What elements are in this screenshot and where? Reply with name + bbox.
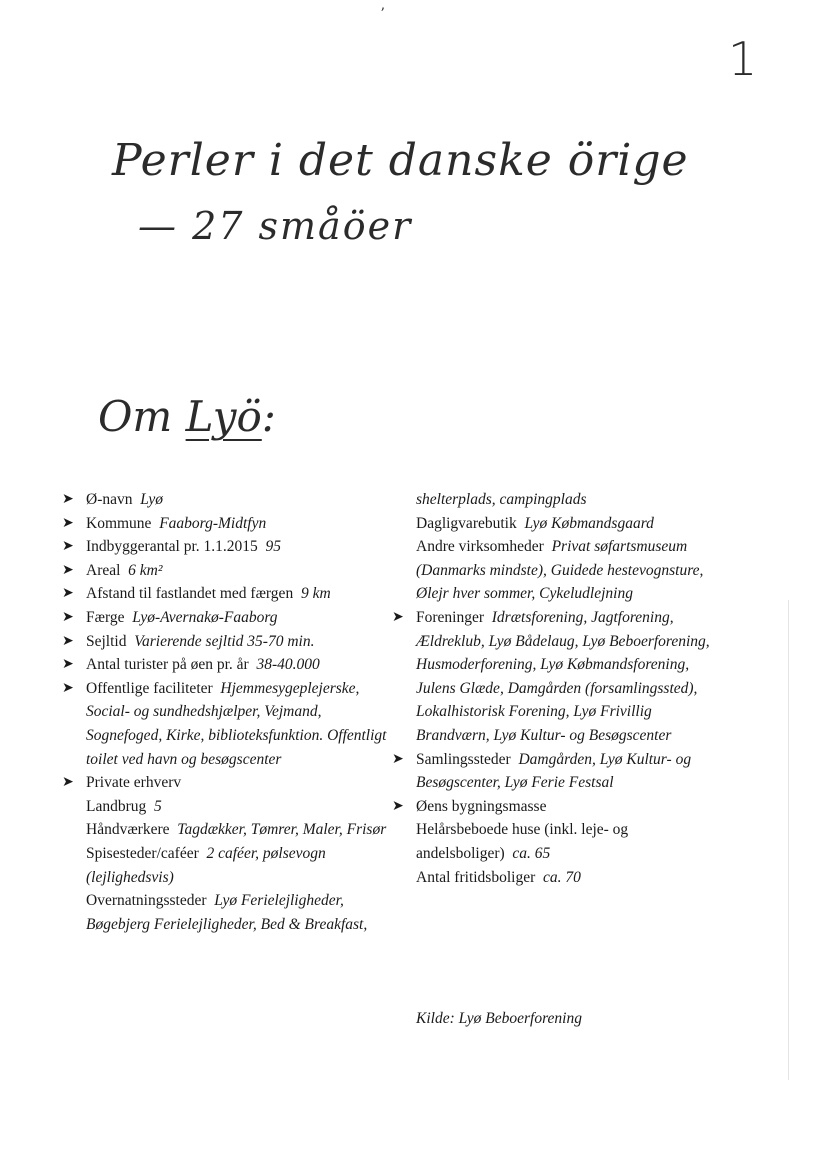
left-entry bbox=[62, 512, 392, 536]
entry-label: Afstand til fastlandet med færgen bbox=[86, 585, 294, 603]
entry-label: Andre virksomheder bbox=[416, 538, 544, 556]
entry-value: Faaborg-Midtfyn bbox=[159, 514, 267, 532]
entry-label: Landbrug bbox=[86, 797, 147, 815]
entry-value: 9 km bbox=[300, 585, 331, 603]
bullet-arrow-icon: ➤ bbox=[62, 608, 74, 625]
right-entry bbox=[392, 818, 722, 865]
entry-value: shelterplads, campingplads bbox=[416, 491, 587, 508]
bullet-arrow-icon: ➤ bbox=[62, 774, 74, 791]
scan-margin-line bbox=[788, 600, 789, 1080]
bullet-arrow-icon: ➤ bbox=[392, 608, 404, 625]
entry-value: 38-40.000 bbox=[256, 656, 320, 674]
left-entry bbox=[62, 818, 392, 842]
entry-label: Håndværkere bbox=[86, 821, 170, 839]
entry-value: ca. 70 bbox=[543, 868, 581, 886]
bullet-arrow-icon: ➤ bbox=[62, 679, 74, 696]
right-column bbox=[392, 488, 722, 889]
entry-value: 2 caféer, pølsevogn (lejlighedsvis) bbox=[86, 844, 326, 886]
entry-label: Spisesteder/caféer bbox=[86, 844, 199, 862]
handwritten-section-heading bbox=[98, 392, 276, 441]
right-entry bbox=[392, 795, 722, 819]
entry-value: ca. 65 bbox=[512, 844, 551, 862]
stray-pen-mark: ʼ bbox=[380, 6, 385, 22]
right-entry bbox=[392, 866, 722, 890]
entry-value: Varierende sejltid 35-70 min. bbox=[134, 632, 315, 650]
entry-value: Hjemmesygeplejerske, Social- og sundhedshjælper, Vejmand, Sognefoged, Kirke, biblioteksfunktion. Offentligt toilet ved havn og besøgscenter bbox=[86, 679, 387, 768]
entry-label: Antal turister på øen pr. år bbox=[86, 656, 249, 674]
entry-label: Offentlige faciliteter bbox=[86, 679, 213, 697]
right-entry bbox=[392, 488, 722, 512]
handwritten-title-line1: Perler i det danske örige bbox=[112, 135, 689, 186]
entry-value: 95 bbox=[265, 538, 282, 556]
entry-label: Dagligvarebutik bbox=[416, 514, 517, 532]
entry-label: Samlingssteder bbox=[416, 750, 511, 768]
heading-suffix: : bbox=[261, 392, 276, 441]
entry-label: Færge bbox=[86, 608, 125, 626]
entry-value: Privat søfartsmuseum (Danmarks mindste), Guidede hestevognsture, Ølejr hver sommer, Cykeludlejning bbox=[416, 538, 704, 603]
bullet-arrow-icon: ➤ bbox=[62, 656, 74, 673]
right-entry bbox=[392, 748, 722, 795]
bullet-arrow-icon: ➤ bbox=[62, 538, 74, 555]
handwritten-title-line2: — 27 småöer bbox=[138, 204, 413, 248]
left-entry bbox=[62, 677, 392, 771]
heading-island-name: Lyö bbox=[185, 392, 262, 441]
right-entry bbox=[392, 535, 722, 606]
right-entry bbox=[392, 512, 722, 536]
entry-value: Idrætsforening, Jagtforening, Ældreklub, Lyø Bådelaug, Lyø Beboerforening, Husmoderforening, Lyø Købmandsforening, Julens Glæde, Damgården (forsamlingssted), Lokalhistorisk Forening, Lyø Frivillig Brandværn, Lyø Kultur- og Besøgscenter bbox=[416, 608, 710, 744]
entry-label: Ø-navn bbox=[86, 491, 133, 508]
entry-label: Overnatningssteder bbox=[86, 892, 207, 910]
bullet-arrow-icon: ➤ bbox=[392, 797, 404, 814]
entry-label: Areal bbox=[86, 561, 121, 579]
left-entry bbox=[62, 582, 392, 606]
entry-label: Helårsbeboede huse (inkl. leje- og andelsboliger) bbox=[416, 821, 629, 862]
bullet-arrow-icon: ➤ bbox=[62, 491, 74, 507]
left-entry bbox=[62, 606, 392, 630]
left-entry bbox=[62, 795, 392, 819]
entry-value: 5 bbox=[154, 797, 162, 815]
bullet-arrow-icon: ➤ bbox=[62, 632, 74, 649]
left-column bbox=[62, 488, 392, 936]
entry-value: Tagdækker, Tømrer, Maler, Frisør bbox=[177, 821, 387, 839]
page-number: 1 bbox=[728, 32, 758, 86]
entry-value: Lyø Ferielejligheder, Bøgebjerg Ferielejligheder, Bed & Breakfast, bbox=[86, 892, 368, 933]
source-credit: Kilde: Lyø Beboerforening bbox=[416, 1010, 582, 1027]
bullet-arrow-icon: ➤ bbox=[392, 750, 404, 767]
entry-label: Foreninger bbox=[416, 608, 485, 626]
heading-prefix: Om bbox=[98, 392, 186, 441]
entry-label: Kommune bbox=[86, 514, 152, 532]
right-entry bbox=[392, 606, 722, 748]
left-entry bbox=[62, 559, 392, 583]
entry-label: Øens bygningsmasse bbox=[416, 797, 547, 815]
left-entry bbox=[62, 488, 392, 512]
left-entry bbox=[62, 653, 392, 677]
left-entry bbox=[62, 842, 392, 889]
entry-value: Lyø Købmandsgaard bbox=[524, 514, 654, 532]
left-entry bbox=[62, 535, 392, 559]
entry-label: Sejltid bbox=[86, 632, 127, 650]
bullet-arrow-icon: ➤ bbox=[62, 514, 74, 531]
left-entry bbox=[62, 630, 392, 654]
entry-value: Damgården, Lyø Kultur- og Besøgscenter, Lyø Ferie Festsal bbox=[416, 750, 692, 792]
entry-label: Indbyggerantal pr. 1.1.2015 bbox=[86, 538, 258, 556]
entry-label: Private erhverv bbox=[86, 774, 182, 792]
left-entry bbox=[62, 889, 392, 936]
bullet-arrow-icon: ➤ bbox=[62, 585, 74, 602]
left-entry bbox=[62, 771, 392, 795]
entry-label: Antal fritidsboliger bbox=[416, 868, 536, 886]
entry-value: Lyø-Avernakø-Faaborg bbox=[132, 608, 278, 626]
entry-value: Lyø bbox=[140, 491, 164, 508]
bullet-arrow-icon: ➤ bbox=[62, 561, 74, 578]
entry-value: 6 km² bbox=[128, 561, 163, 579]
